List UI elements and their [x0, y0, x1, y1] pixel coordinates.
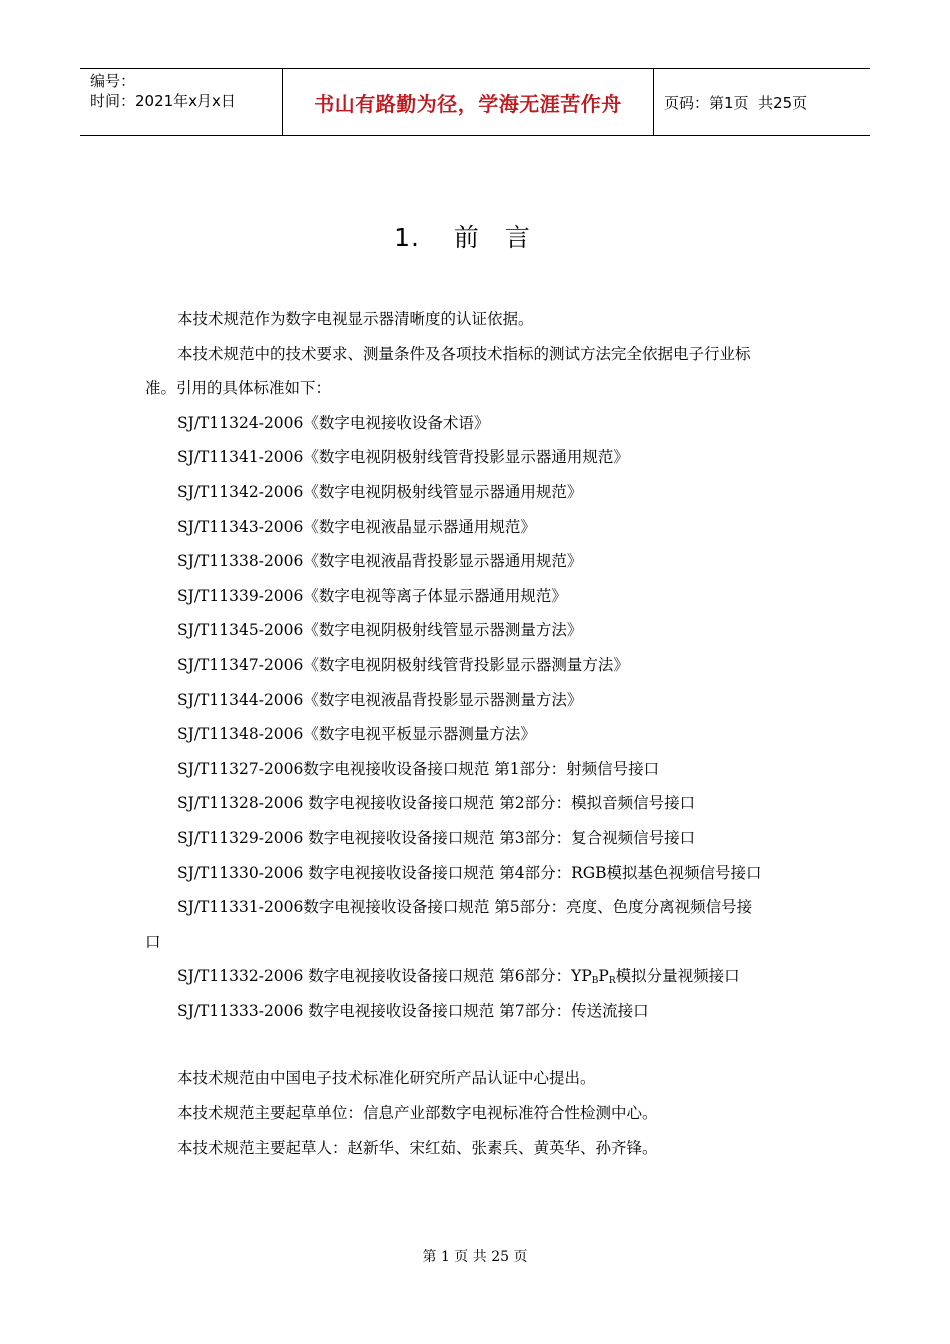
section-title — [0, 218, 950, 254]
section-heading: 前言 — [453, 223, 556, 252]
paragraph-continuation: 准。引用的具体标准如下： — [145, 379, 332, 398]
standard-6-suffix: 模拟分量视频接口 — [615, 967, 740, 986]
standard-item: SJ/T11339-2006《数字电视等离子体显示器通用规范》 — [177, 586, 567, 605]
closing-paragraph: 本技术规范由中国电子技术标准化研究所产品认证中心提出。 — [177, 1069, 596, 1088]
standard-6-prefix: SJ/T11332-2006 数字电视接收设备接口规范 第6部分：YP — [177, 967, 592, 986]
document-body — [145, 302, 813, 1165]
spacer — [145, 1028, 813, 1061]
standard-item: SJ/T11330-2006 数字电视接收设备接口规范 第4部分：RGB模拟基色视频信号接口 — [177, 863, 762, 882]
standard-item: SJ/T11347-2006《数字电视阴极射线管背投影显示器测量方法》 — [177, 655, 629, 674]
standard-6-p: P — [598, 967, 609, 986]
standard-item: SJ/T11329-2006 数字电视接收设备接口规范 第3部分：复合视频信号接口 — [177, 828, 696, 847]
header-motto: 书山有路勤为径，学海无涯苦作舟 — [282, 69, 654, 135]
standard-item: SJ/T11338-2006《数字电视液晶背投影显示器通用规范》 — [177, 552, 583, 571]
standard-item: SJ/T11342-2006《数字电视阴极射线管显示器通用规范》 — [177, 482, 583, 501]
page-info-text: 页码：第1页 共25页 — [664, 93, 808, 112]
standard-item: SJ/T11344-2006《数字电视液晶背投影显示器测量方法》 — [177, 690, 583, 709]
page-footer: 第 1 页 共 25 页 — [422, 1249, 528, 1265]
document-number: 编号： — [90, 72, 136, 90]
standard-item: SJ/T11324-2006《数字电视接收设备术语》 — [177, 413, 490, 432]
standard-item-continuation: 口 — [145, 932, 161, 951]
subscript-r: R — [608, 976, 616, 987]
document-date: 时间：2021年x月x日 — [90, 92, 236, 110]
page-header — [80, 68, 870, 136]
standard-item: SJ/T11331-2006数字电视接收设备接口规范 第5部分：亮度、色度分离视频信号接 — [177, 898, 753, 917]
header-meta — [80, 69, 282, 135]
section-number: 1. — [394, 223, 420, 252]
standard-item: SJ/T11327-2006数字电视接收设备接口规范 第1部分：射频信号接口 — [177, 759, 660, 778]
standard-item: SJ/T11341-2006《数字电视阴极射线管背投影显示器通用规范》 — [177, 448, 629, 467]
standard-item: SJ/T11328-2006 数字电视接收设备接口规范 第2部分：模拟音频信号接口 — [177, 794, 696, 813]
closing-paragraph: 本技术规范主要起草人：赵新华、宋红茹、张素兵、黄英华、孙齐锋。 — [177, 1138, 658, 1157]
header-page-info — [654, 69, 870, 135]
standard-item: SJ/T11345-2006《数字电视阴极射线管显示器测量方法》 — [177, 621, 583, 640]
closing-paragraph: 本技术规范主要起草单位：信息产业部数字电视标准符合性检测中心。 — [177, 1104, 658, 1123]
standard-item — [145, 959, 813, 994]
standard-item: SJ/T11333-2006 数字电视接收设备接口规范 第7部分：传送流接口 — [177, 1001, 649, 1020]
paragraph: 本技术规范中的技术要求、测量条件及各项技术指标的测试方法完全依据电子行业标 — [177, 344, 751, 363]
standard-item: SJ/T11348-2006《数字电视平板显示器测量方法》 — [177, 725, 536, 744]
paragraph: 本技术规范作为数字电视显示器清晰度的认证依据。 — [177, 310, 534, 328]
standard-item: SJ/T11343-2006《数字电视液晶显示器通用规范》 — [177, 517, 536, 536]
subscript-b: B — [591, 976, 599, 987]
